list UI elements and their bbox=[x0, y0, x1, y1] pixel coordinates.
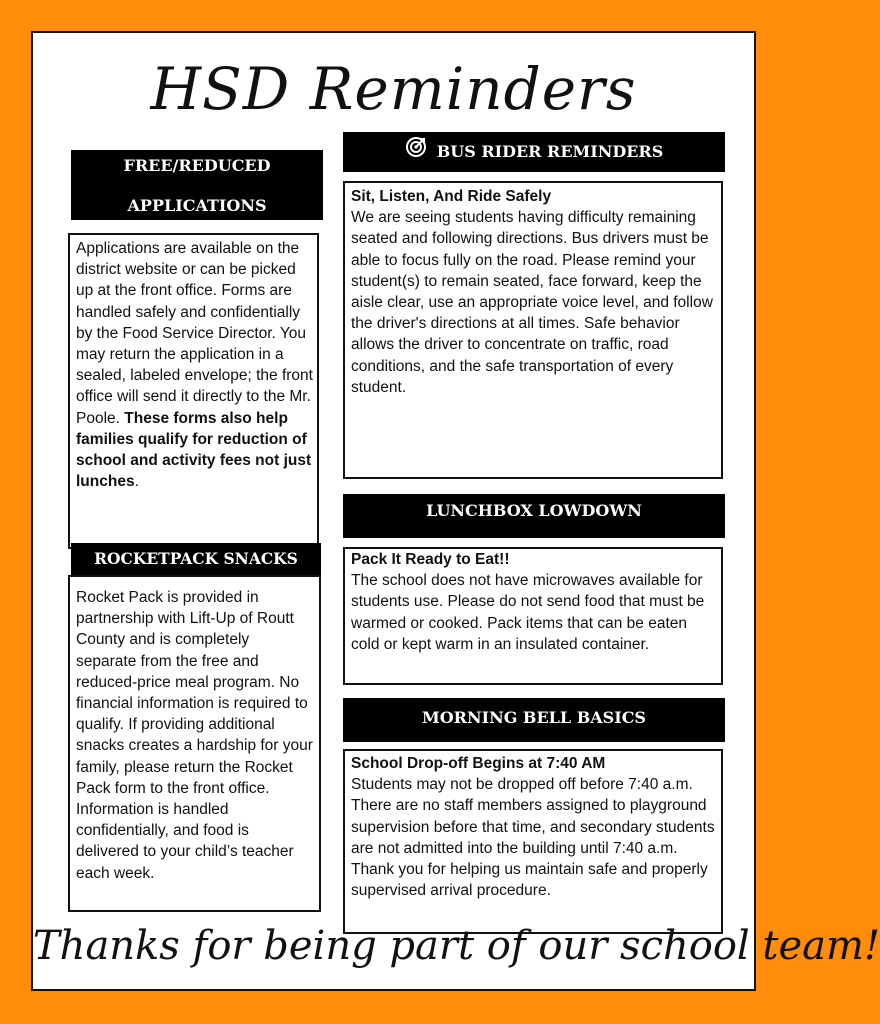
bus-rider-text: We are seeing students having difficulty remaining seated and following directions. Bus drivers must be able to focus fully on the road. Please remind your student(s) to remain seated, face forward, keep the aisle clear, use an appropriate voice level, and follow the driver's directions at all times. Safe behavior allows the driver to concentrate on traffic, road conditions, and the safe transportation of every student. bbox=[351, 209, 713, 396]
lunchbox-subtitle: Pack It Ready to Eat!! bbox=[351, 551, 510, 568]
flyer-page bbox=[31, 31, 880, 991]
morning-bell-text: Students may not be dropped off before 7:40 a.m. There are no staff members assigned to playground supervision before that time, and secondary students are not admitted into the building until 7:40 a.m. Thank you for helping us maintain safe and properly supervised arrival procedure. bbox=[351, 776, 715, 900]
bus-rider-subtitle: Sit, Listen, And Ride Safely bbox=[351, 188, 552, 205]
rocketpack-box bbox=[68, 575, 321, 912]
morning-bell-subtitle: School Drop-off Begins at 7:40 AM bbox=[351, 755, 606, 772]
bus-rider-box bbox=[343, 181, 723, 479]
free-reduced-text-end: . bbox=[134, 473, 139, 491]
rocketpack-text: Rocket Pack is provided in partnership with Lift-Up of Routt County and is completely separate from the free and reduced-price meal program. No financial information is required to qualify. If providing additional snacks creates a hardship for your family, please return the Rocket Pack form to the front office. Information is handled confidentially, and food is delivered to your child’s teacher each week. bbox=[76, 589, 313, 882]
lunchbox-header: LUNCHBOX LOWDOWN bbox=[343, 494, 725, 538]
free-reduced-header-line2: APPLICATIONS bbox=[127, 196, 267, 215]
bus-rider-header-label: BUS RIDER REMINDERS bbox=[436, 142, 664, 161]
target-icon bbox=[405, 133, 427, 173]
free-reduced-header bbox=[71, 150, 323, 220]
free-reduced-text: Applications are available on the district website or can be picked up at the front office. Forms are handled safely and confidentially by the Food Service Director. You may return the application in a sealed, labeled envelope; the front office will send it directly to the Mr. Poole. bbox=[76, 240, 313, 427]
morning-bell-header: MORNING BELL BASICS bbox=[343, 698, 725, 742]
footer-message: Thanks for being part of our school team! bbox=[33, 923, 880, 969]
free-reduced-bold-text: These forms also help families qualify for reduction of school and activity fees not just lunches bbox=[76, 409, 312, 491]
lunchbox-box bbox=[343, 547, 723, 685]
free-reduced-header-line1: FREE/REDUCED bbox=[123, 156, 271, 175]
bus-rider-header bbox=[343, 132, 725, 172]
page-title: HSD Reminders bbox=[150, 55, 637, 123]
free-reduced-box bbox=[68, 233, 319, 549]
lunchbox-text: The school does not have microwaves available for students use. Please do not send food that must be warmed or cooked. Pack items that can be eaten cold or kept warm in an insulated container. bbox=[351, 572, 705, 653]
morning-bell-box bbox=[343, 749, 723, 934]
rocketpack-header: ROCKETPACK SNACKS bbox=[71, 543, 321, 575]
